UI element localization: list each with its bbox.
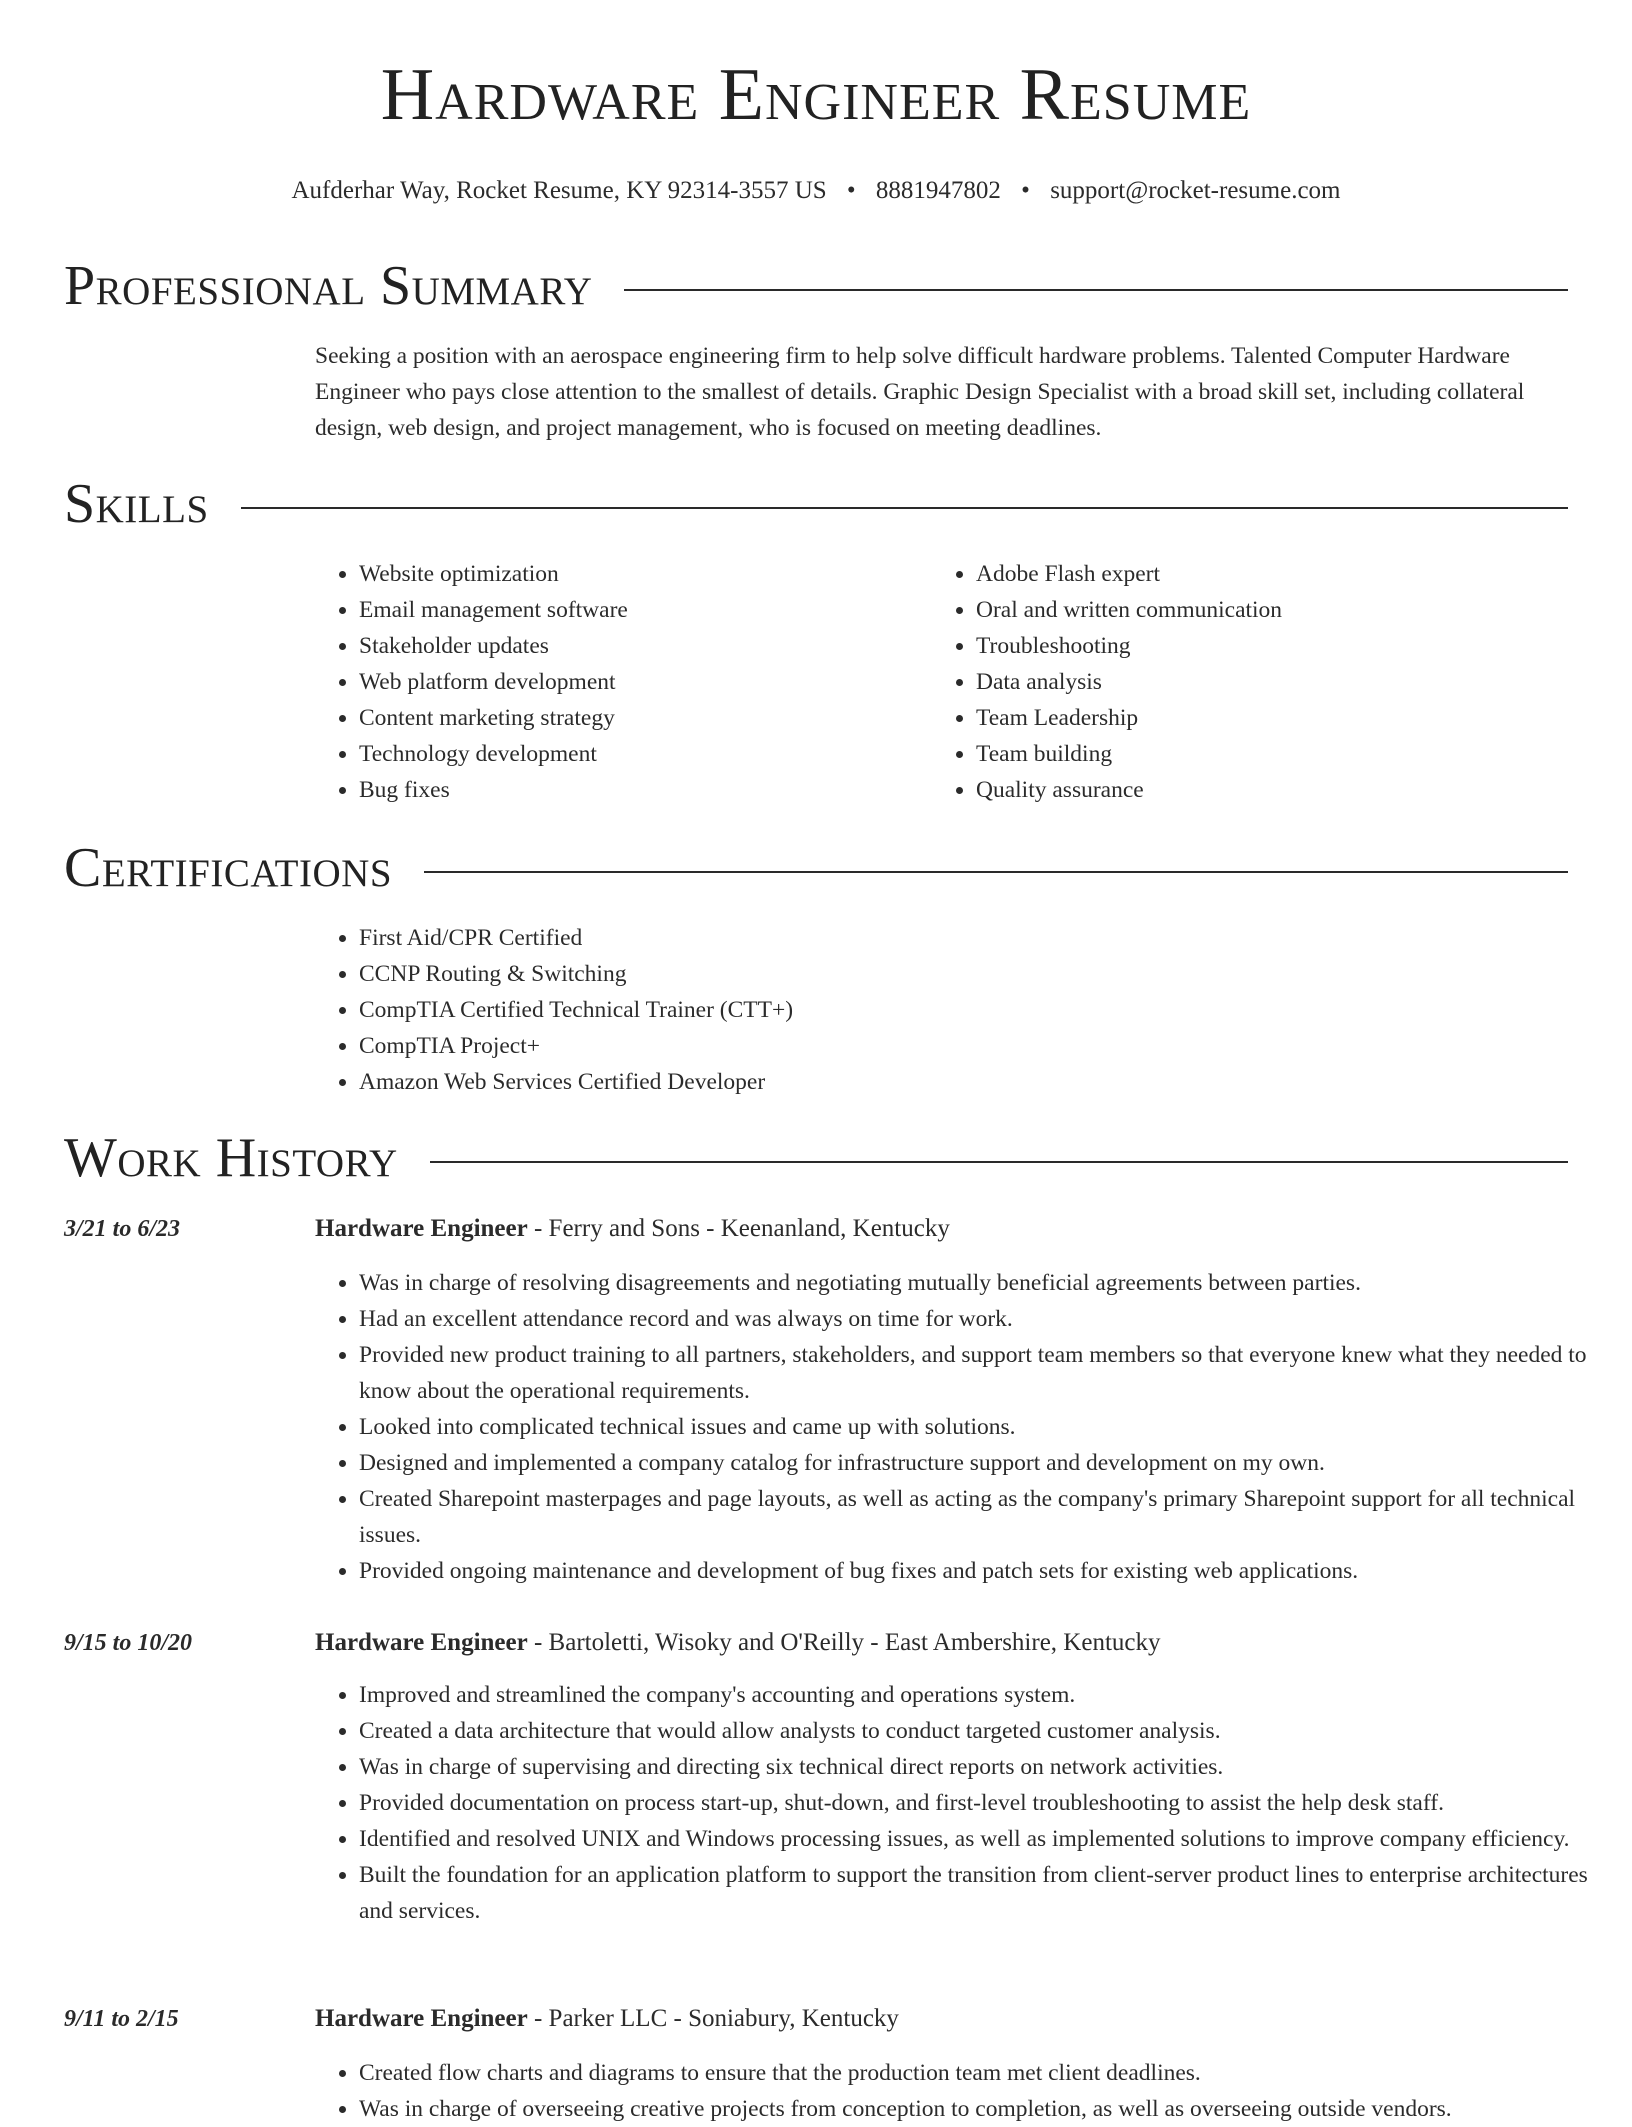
section-divider — [430, 1161, 1568, 1163]
job-title: Hardware Engineer — [315, 1215, 528, 1242]
list-item: • Oral and written communication — [976, 592, 1596, 628]
list-item: • Stakeholder updates — [359, 628, 919, 664]
list-item: • Looked into complicated technical issues and came up with solutions. — [359, 1409, 1614, 1445]
job-heading — [315, 2001, 899, 2037]
job-dates: 9/11 to 2/15 — [64, 2006, 179, 2032]
section-divider — [624, 289, 1568, 291]
list-item: • Troubleshooting — [976, 628, 1596, 664]
job-bullets — [315, 1265, 1614, 1589]
phone: 8881947802 — [875, 177, 1001, 204]
separator: • — [846, 177, 856, 204]
job-dates: 3/21 to 6/23 — [64, 1216, 181, 1242]
list-item: • Identified and resolved UNIX and Windows processing issues, as well as implemented solutions to improve company efficiency. — [359, 1821, 1614, 1857]
skills-list-right — [932, 556, 1596, 808]
section-divider — [241, 507, 1568, 509]
job-title: Hardware Engineer — [315, 2005, 528, 2032]
list-item: • Team Leadership — [976, 700, 1596, 736]
list-item: • Provided documentation on process start-up, shut-down, and first-level troubleshooting to assist the help desk staff. — [359, 1785, 1614, 1821]
list-item: • Provided ongoing maintenance and development of bug fixes and patch sets for existing web applications. — [359, 1553, 1614, 1589]
list-item: • Bug fixes — [359, 772, 919, 808]
section-title: Work History — [64, 1127, 398, 1189]
list-item: • Was in charge of resolving disagreements and negotiating mutually beneficial agreements between parties. — [359, 1265, 1614, 1301]
job-bullets — [315, 1677, 1614, 1929]
list-item: • Quality assurance — [976, 772, 1596, 808]
job-heading — [315, 1625, 1161, 1661]
list-item: • Built the foundation for an application platform to support the transition from client-server product lines to enterprise architectures and services. — [359, 1857, 1614, 1929]
section-certifications-header — [64, 837, 1568, 899]
list-item: • Adobe Flash expert — [976, 556, 1596, 592]
list-item: • Email management software — [359, 592, 919, 628]
job-employer-location: - Parker LLC - Soniabury, Kentucky — [527, 2005, 899, 2032]
job-employer-location: - Bartoletti, Wisoky and O'Reilly - East Ambershire, Kentucky — [527, 1629, 1161, 1656]
section-title: Skills — [64, 473, 209, 535]
list-item: • Website optimization — [359, 556, 919, 592]
email: support@rocket-resume.com — [1050, 177, 1341, 204]
list-item: • CompTIA Certified Technical Trainer (CTT+) — [359, 992, 1559, 1028]
section-summary-header — [64, 255, 1568, 317]
skills-list-left — [315, 556, 919, 808]
list-item: • Created a data architecture that would allow analysts to conduct targeted customer analysis. — [359, 1713, 1614, 1749]
contact-line — [0, 176, 1632, 206]
list-item: • Data analysis — [976, 664, 1596, 700]
list-item: • Designed and implemented a company catalog for infrastructure support and development on my own. — [359, 1445, 1614, 1481]
list-item: • Technology development — [359, 736, 919, 772]
list-item: • Team building — [976, 736, 1596, 772]
section-title: Professional Summary — [64, 255, 593, 317]
list-item: • Created flow charts and diagrams to ensure that the production team met client deadlines. — [359, 2055, 1614, 2091]
list-item: • CCNP Routing & Switching — [359, 956, 1559, 992]
job-dates: 9/15 to 10/20 — [64, 1630, 193, 1656]
resume-title: Hardware Engineer Resume — [380, 54, 1252, 136]
job-bullets — [315, 2055, 1614, 2127]
job-title: Hardware Engineer — [315, 1629, 528, 1656]
list-item: • Amazon Web Services Certified Developer — [359, 1064, 1559, 1100]
list-item: • Improved and streamlined the company's accounting and operations system. — [359, 1677, 1614, 1713]
list-item: • Provided new product training to all partners, stakeholders, and support team members so that everyone knew what they needed to know about the operational requirements. — [359, 1337, 1614, 1409]
certifications-list — [315, 920, 1559, 1100]
list-item: • CompTIA Project+ — [359, 1028, 1559, 1064]
section-skills-header — [64, 473, 1568, 535]
list-item: • Was in charge of supervising and directing six technical direct reports on network activities. — [359, 1749, 1614, 1785]
list-item: • Was in charge of overseeing creative projects from conception to completion, as well as overseeing outside vendors. — [359, 2091, 1614, 2127]
list-item: • Had an excellent attendance record and was always on time for work. — [359, 1301, 1614, 1337]
list-item: • Created Sharepoint masterpages and page layouts, as well as acting as the company's primary Sharepoint support for all technical issues. — [359, 1481, 1614, 1553]
job-employer-location: - Ferry and Sons - Keenanland, Kentucky — [527, 1215, 950, 1242]
address: Aufderhar Way, Rocket Resume, KY 92314-3557 US — [291, 177, 827, 204]
section-title: Certifications — [64, 837, 393, 899]
summary-text: Seeking a position with an aerospace engineering firm to help solve difficult hardware problems. Talented Computer Hardware Engineer who pays close attention to the smallest of details. Graphic Design Specialist with a broad skill set, including collateral design, web design, and project management, who is focused on meeting deadlines. — [315, 343, 1525, 441]
section-work-header — [64, 1127, 1568, 1189]
list-item: • First Aid/CPR Certified — [359, 920, 1559, 956]
list-item: • Web platform development — [359, 664, 919, 700]
list-item: • Content marketing strategy — [359, 700, 919, 736]
job-heading — [315, 1211, 950, 1247]
section-divider — [424, 871, 1568, 873]
separator: • — [1021, 177, 1030, 204]
